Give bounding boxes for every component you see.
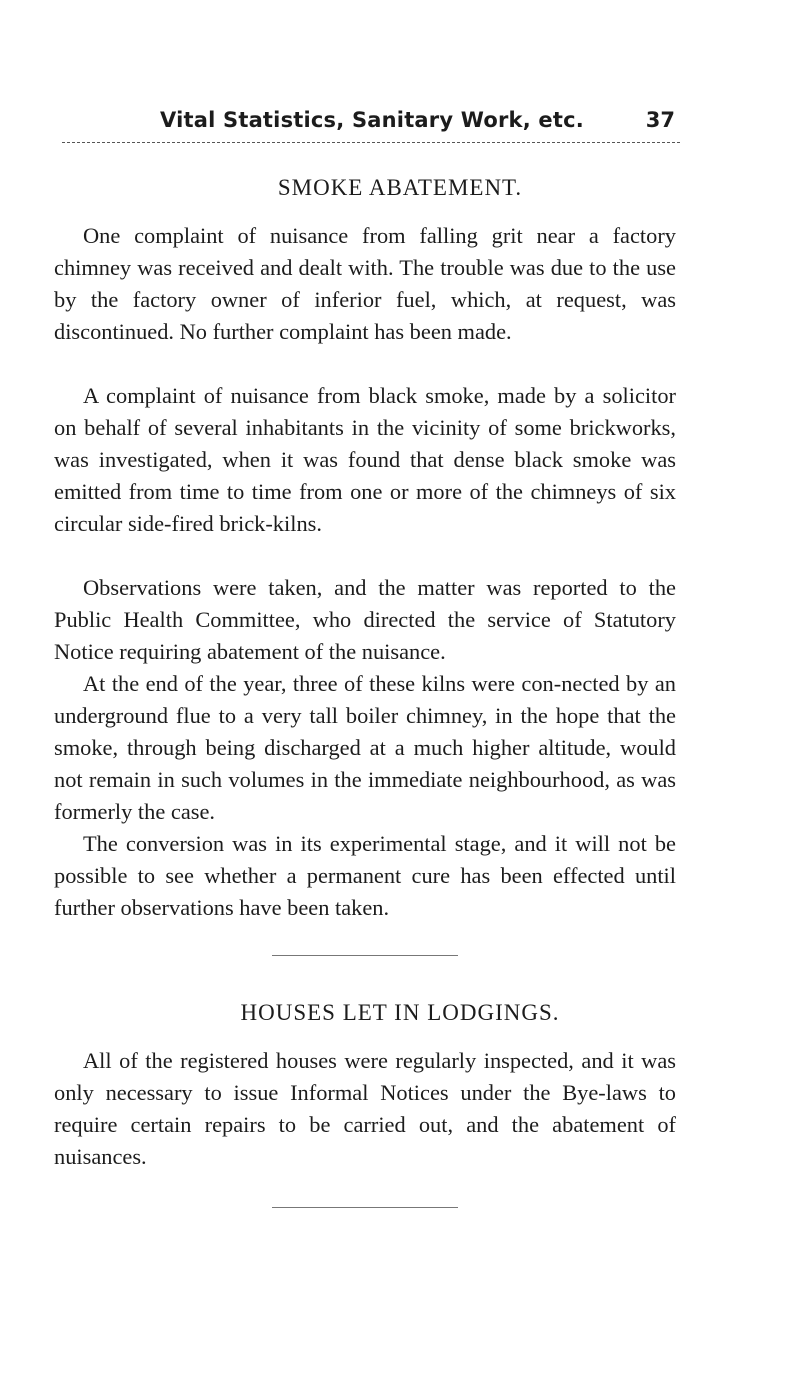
- paragraph: The conversion was in its experimental stage, and it will not be possible to see whether a permanent cure has been effected until further observations have been taken.: [54, 831, 676, 920]
- section-heading-houses-let-in-lodgings: HOUSES LET IN LODGINGS.: [240, 1000, 560, 1025]
- page-number: 37: [645, 108, 675, 132]
- header-rule: [62, 142, 680, 143]
- paragraph: A complaint of nuisance from black smoke, made by a solicitor on behalf of several inhabitants in the vicinity of some brickworks, was investigated, when it was found that dense black smoke was emitted from time to time from one or more of the chimneys of six circular side-fired brick-kilns.: [54, 383, 676, 536]
- running-title: Vital Statistics, Sanitary Work, etc.: [160, 108, 584, 132]
- paragraph: At the end of the year, three of these kilns were con-nected by an underground flue to a very tall boiler chimney, in the hope that the smoke, through being discharged at a much higher altitude, would not remain in such volumes in the immediate neighbourhood, as was formerly the case.: [54, 671, 676, 824]
- section-heading-smoke-abatement: SMOKE ABATEMENT.: [277, 175, 523, 200]
- section-divider: [272, 955, 458, 956]
- paragraph: Observations were taken, and the matter was reported to the Public Health Committee, who directed the service of Statutory Notice requiring abatement of the nuisance.: [54, 575, 676, 664]
- paragraph: All of the registered houses were regularly inspected, and it was only necessary to issue Informal Notices under the Bye-laws to require certain repairs to be carried out, and the abatement of nuisances.: [54, 1048, 676, 1169]
- paragraph: One complaint of nuisance from falling grit near a factory chimney was received and dealt with. The trouble was due to the use by the factory owner of inferior fuel, which, at request, was discontinued. No further complaint has been made.: [54, 223, 676, 344]
- closing-rule: [272, 1207, 458, 1208]
